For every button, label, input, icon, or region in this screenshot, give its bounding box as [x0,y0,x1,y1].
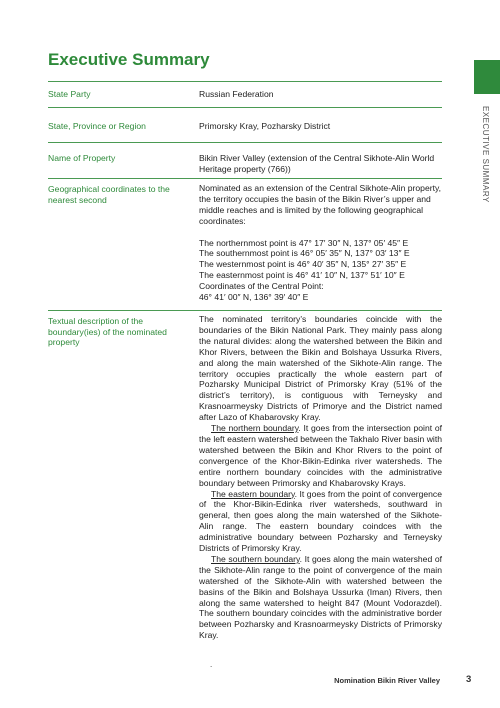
southernmost-point: The southernmost point is 46° 05′ 35″ N, 137° 03′ 13″ E [199,248,410,259]
section-side-label: EXECUTIVE SUMMARY [481,106,490,203]
divider [48,81,442,82]
central-point-label: Coordinates of the Central Point: [199,281,324,292]
northern-boundary-paragraph [199,423,442,488]
eastern-boundary-text: . It goes from the point of convergence of the Khor-Bikin-Edinka river watersheds, southward in general, then goes along the main watershed of the Sikhote-Alin range. The eastern boundary coindces with the administrative boundary between Pozharsky and Terneysky Districts of Primorsky Kray. [199,488,443,554]
divider [48,178,442,179]
section-tab-marker [474,60,500,94]
southern-boundary-text: . It goes along the main watershed of the Sikhote-Alin range to the point of convergence of the main watershed of the Sikhote-Alin with watershed between the basins of the Bikin and Bolshaya Ussurka (Iman) Rivers, then along the same watershed to height 847 (Mount Vodorazdel). The southern boundary coincides with the administrative border between Pozharsky and Krasnoarmeysky Districts of Primorsky Kray. [199,553,442,641]
northern-boundary-text: . It goes from the intersection point of the left eastern watershed between the Takhalo River basin with watershed between the Bikin and Khor Rivers to the point of convergence of the Khor-Bikin-Edinka river watersheds. The entire northern boundary coincides with the administrative boundary between Primorsky and Khabarovsky Krays. [199,423,442,488]
divider [48,107,442,108]
northern-boundary-heading: The northern boundary [211,423,299,434]
coordinates-value [199,183,442,303]
page-title: Executive Summary [48,50,210,69]
boundary-intro: The nominated territory’s boundaries coincide with the boundaries of the Bikin National Park. They mainly pass along the natural divides: along the watershed between the Bikin and Khor Rivers, between the Bikin and Bolshaya Ussurka Rivers, and along the main watershed of the Sikhote-Alin range. The territory occupies practically the whole eastern part of Pozharsky Municipal District of Primorsky Kray (51% of the district’s territory), is contiguous with Terneysky and Krasnoarmeysky Districts of Primorye and the District named after Lazo of Khabarovsky Kray. [199,314,442,423]
boundary-description-value [199,314,442,641]
state-province-label: State, Province or Region [48,121,146,131]
easternmost-point: The easternmost point is 46° 41′ 10″ N, 137° 51′ 10″ E [199,270,405,281]
coordinates-label: Geographical coordinates to the nearest second [48,184,170,205]
southern-boundary-paragraph [199,554,442,641]
westernmost-point: The westernmost point is 46° 40′ 35″ N, 135° 27′ 35″ E [199,259,407,270]
footer-title: Nomination Bikin River Valley [334,676,440,685]
page-number: 3 [466,674,472,685]
coordinates-intro: Nominated as an extension of the Central Sikhote-Alin property, the territory occupies the basin of the Bikin River’s upper and middle reaches and is limited by the following geographical coordinates: [199,183,442,226]
central-point-value: 46° 41′ 00″ N, 136° 39′ 40″ E [199,292,309,303]
state-province-value: Primorsky Kray, Pozharsky District [199,121,331,131]
northernmost-point: The northernmost point is 47° 17′ 30″ N, 137° 05′ 45″ E [199,237,409,248]
stray-dot: . [210,660,213,669]
divider [48,142,442,143]
divider [48,310,442,311]
state-party-value: Russian Federation [199,89,274,99]
eastern-boundary-heading: The eastern boundary [211,488,295,499]
boundary-description-label: Textual description of the boundary(ies) of the nominated property [48,316,167,347]
property-name-label: Name of Property [48,153,116,163]
state-party-label: State Party [48,89,91,99]
southern-boundary-heading: The southern boundary [211,553,300,564]
eastern-boundary-paragraph [199,489,442,554]
property-name-value: Bikin River Valley (extension of the Central Sikhote-Alin World Heritage property (766)) [199,153,435,174]
